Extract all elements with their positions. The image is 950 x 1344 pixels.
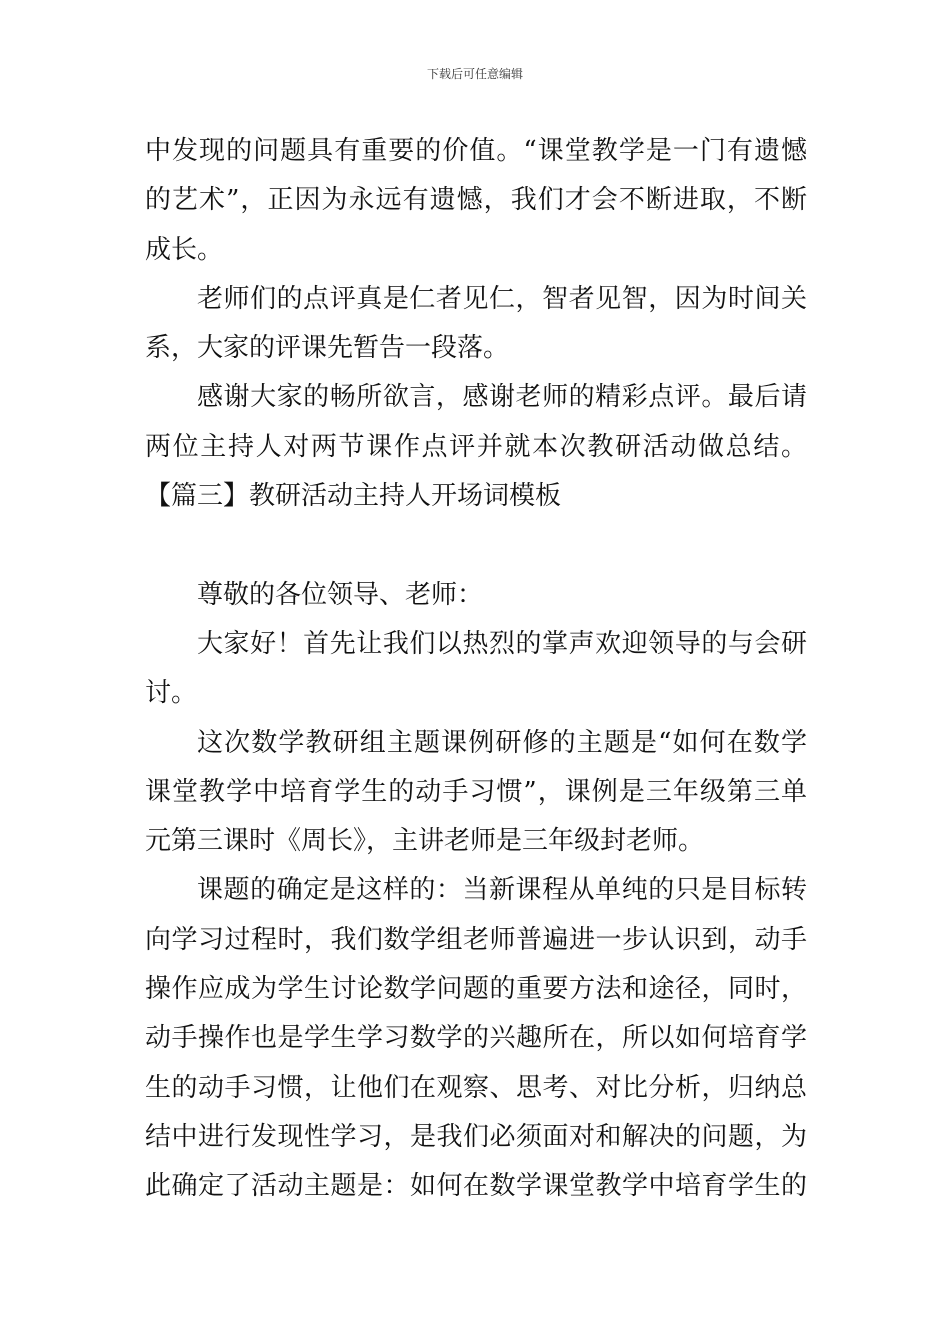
text-line: 元第三课时《周长》，主讲老师是三年级封老师。 xyxy=(145,826,705,857)
paragraph-first-line: 老师们的点评真是仁者见仁，智者见智，因为时间关 xyxy=(197,283,807,314)
text-line: 结中进行发现性学习，是我们必须面对和解决的问题，为 xyxy=(145,1121,807,1152)
text-line: 讨。 xyxy=(145,678,198,709)
salutation: 尊敬的各位领导、老师： xyxy=(197,579,484,610)
paragraph-first-line: 大家好！首先让我们以热烈的掌声欢迎领导的与会研 xyxy=(197,628,807,659)
blank-line xyxy=(145,521,807,570)
paragraph-first-line: 感谢大家的畅所欲言，感谢老师的精彩点评。最后请 xyxy=(197,382,807,413)
text-line: 课堂教学中培育学生的动手习惯”，课例是三年级第三单 xyxy=(145,776,807,807)
paragraph-first-line: 课题的确定是这样的：当新课程从单纯的只是目标转 xyxy=(197,875,807,906)
paragraph-first-line: 这次数学教研组主题课例研修的主题是“如何在数学 xyxy=(197,727,807,758)
text-line: 生的动手习惯，让他们在观察、思考、对比分析，归纳总 xyxy=(145,1072,807,1103)
text-line: 中发现的问题具有重要的价值。“课堂教学是一门有遗憾 xyxy=(145,136,807,166)
text-line: 两位主持人对两节课作点评并就本次教研活动做总结。 xyxy=(145,431,807,462)
text-line: 成长。 xyxy=(145,234,224,265)
text-line: 操作应成为学生讨论数学问题的重要方法和途径，同时， xyxy=(145,974,807,1005)
text-line: 此确定了活动主题是：如何在数学课堂教学中培育学生的 xyxy=(145,1171,807,1202)
text-line: 的艺术”，正因为永远有遗憾，我们才会不断进取，不断 xyxy=(145,185,807,216)
text-line: 动手操作也是学生学习数学的兴趣所在，所以如何培育学 xyxy=(145,1023,807,1054)
text-line: 系，大家的评课先暂告一段落。 xyxy=(145,333,510,364)
page-header: 下载后可任意编辑 xyxy=(426,67,523,81)
document-body xyxy=(145,127,807,1212)
text-line: 向学习过程时，我们数学组老师普遍进一步认识到，动手 xyxy=(145,924,807,955)
section-heading: 【篇三】教研活动主持人开场词模板 xyxy=(145,481,562,512)
